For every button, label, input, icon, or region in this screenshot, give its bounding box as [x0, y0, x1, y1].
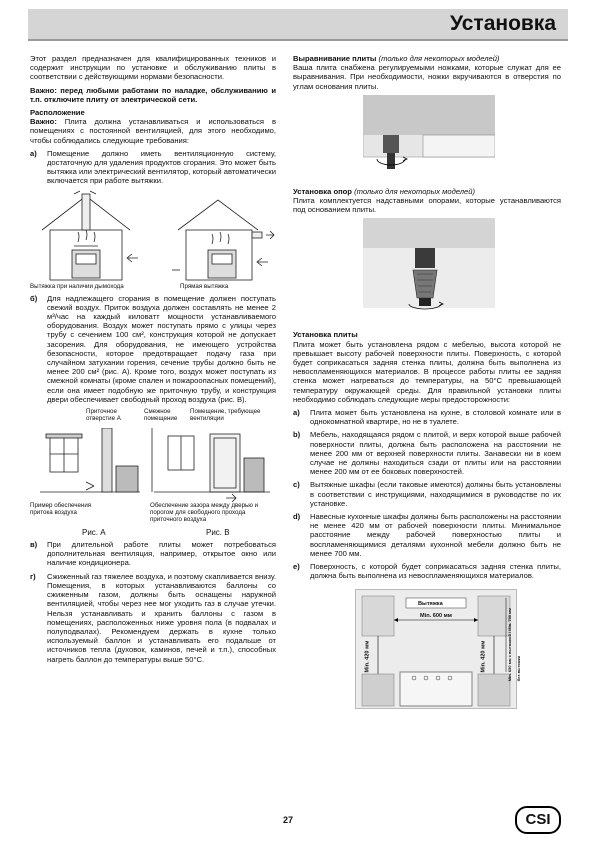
support-leg-illustration: [363, 218, 495, 318]
list-item-a: [293, 408, 561, 426]
label-min-600: Мin. 600 мм: [420, 612, 452, 619]
right-column: [293, 54, 561, 709]
list-text: При длительной работе плиты может потребоваться дополнительная вентиляция, например, открытое окно или наличие кондиционера.: [47, 540, 276, 568]
location-paragraph: [30, 117, 276, 145]
label-hood: Вытяжка: [418, 600, 443, 607]
list-marker: b): [293, 430, 301, 440]
list-text: Навесные кухонные шкафы должны быть расположены на расстоянии не менее 420 мм от рабочей поверхности плиты. Минимальное расстояние между рабочей поверхностью плиты и воспламеняющимися деталями кухонной мебели должно быть не менее 700 мм.: [310, 512, 561, 558]
label-door-gap: Обеспечение зазора между дверью и порогом для свободного прохода приточного воздуха: [150, 502, 259, 524]
list-item-c: [293, 480, 561, 508]
list-marker: а): [293, 408, 300, 418]
ventilation-illustration: [30, 190, 276, 282]
list-text: Мебель, находящаяся рядом с плитой, и верх которой выше рабочей поверхности плиты, должна быть расположена на расстоянии не менее 200 мм от верхней поверхности плиты. Занавески ни в коем случае не должны находиться сзади от плиты или на расстоянии менее 200 мм от ее боковых поверхностей.: [310, 430, 561, 477]
list-marker: d): [293, 512, 301, 522]
warning-paragraph: Важно: перед любыми работами по наладке, обслуживанию и т.п. отключите плиту от электрической сети.: [30, 85, 276, 104]
list-marker: c): [293, 480, 300, 490]
caption-fig-a: Рис. А: [82, 528, 106, 538]
page-number: 27: [283, 815, 294, 825]
list-text: Плита может быть установлена на кухне, в столовой комнате или в однокомнатной квартире, но не в туалете.: [310, 408, 561, 427]
leveling-paragraph: Ваша плита снабжена регулируемыми ножками, которые служат для ее выравнивания. При необходимости, ножки вкручиваются в отверстия по углам основания плиты.: [293, 63, 561, 91]
label-adjacent-room: Смежное помещение: [144, 408, 178, 423]
install-heading: Установка плиты: [293, 330, 358, 340]
important-label: Важно:: [30, 117, 57, 127]
page-header: [28, 9, 568, 41]
figure-caption-direct: Прямая вытяжка: [180, 282, 229, 290]
label-min-420-right: Мin. 420 мм: [480, 640, 487, 673]
figure-captions-row: [30, 528, 276, 540]
figure-caption-chimney: Вытяжка при наличии дымохода: [30, 282, 124, 290]
supports-paragraph: Плита комплектуется надставными опорами, которые устанавливаются под основанием плиты.: [293, 196, 561, 215]
leveling-title: Выравнивание плиты: [293, 54, 377, 63]
list-item-a: [30, 149, 276, 186]
ventilation-figure: [30, 190, 276, 294]
label-ventilated-room: Помещение, требующее вентиляции: [190, 408, 261, 423]
list-text: Помещение должно иметь вентиляционную систему, достаточную для удаления продуктов сгорания. Это может быть вытяжка или электрический вентилятор, который автоматически включается при работе вытяжки.: [47, 148, 276, 186]
label-min-420-left: Мin. 420 мм: [364, 640, 371, 673]
list-item-v: [30, 540, 276, 568]
list-item-g: [30, 572, 276, 664]
supports-note: (только для некоторых моделей): [354, 186, 475, 196]
list-marker: в): [30, 540, 38, 550]
list-item-d: [293, 512, 561, 558]
leveling-heading: [293, 54, 561, 63]
list-item-b: [293, 430, 561, 476]
location-heading: Расположение: [30, 108, 85, 118]
left-column: [30, 54, 276, 668]
list-text: Для надлежащего сгорания в помещение должен поступать свежий воздух. Приток воздуха должен составлять не менее 2 м³/час на каждый киловатт мощности устанавливаемого оборудования. Воздух может поступать прямо с улицы через трубу с сечением 100 см², конструкция которой не допускает засорения. Для оборудования, не имеющего устройства безопасности, которое предотвращает подачу газа при случайном затухании горения, сечение трубы должно быть не менее 200 см² (рис. А). Кроме того, воздух может поступать из смежной комнаты (кроме спален и пожароопасных помещений), если она имеет подобную же приточную трубу, и конструкция двери обеспечивает свободный проход воздуха (рис. В).: [47, 293, 276, 404]
page-title: Установка: [450, 12, 556, 35]
label-side-distance: Мin. 650 мм с вытяжкой / Мin. 750 мм без вытяжки: [506, 607, 521, 681]
leveling-foot-illustration: [363, 95, 495, 179]
brand-logo: CSI: [515, 806, 561, 834]
label-inlet: Приточное отверстие А: [86, 408, 121, 423]
list-marker: e): [293, 562, 300, 572]
list-item-b: [30, 294, 276, 404]
list-marker: а): [30, 148, 37, 158]
air-supply-figure: [30, 408, 276, 528]
list-item-e: [293, 562, 561, 580]
list-text: Сжиженный газ тяжелее воздуха, и поэтому скапливается внизу. Помещения, в которых устанавливаются баллоны со сжиженным газом, должны быть оснащены наружной вентиляцией, чтобы через нее мог уходить газ в случае утечки. Нельзя устанавливать и хранить баллоны с газом в помещениях, расположенных ниже уровня пола (в подвалах и полуподвалах). Рекомендуем держать в кухне только используемый баллон и устанавливать его подальше от источников тепла (духовок, каминов, печей и т.п.), способных нагреть баллон до температуры выше 50°С.: [47, 571, 276, 664]
supports-heading: [293, 187, 561, 196]
air-supply-illustration: [30, 428, 276, 502]
label-air-supply-example: Пример обеспечения притока воздуха: [30, 502, 92, 517]
install-paragraph: Плита может быть установлена рядом с мебелью, высота которой не превышает высоту рабочей поверхности плиты. Поверхность, с которой будет соприкасаться задняя стенка плиты, должна быть выполнена из невоспламеняющихся материалов. В процессе работы плиты ее задняя стенка может нагреваться до температуры, на 50°С превышающей температуру окружающей среды. Для правильной установки плиты необходимо соблюдать следующие меры предосторожности:: [293, 339, 561, 404]
clearance-diagram: [355, 589, 521, 709]
supports-title: Установка опор: [293, 186, 352, 196]
intro-paragraph: Этот раздел предназначен для квалифицированных техников и содержит инструкции по установке и обслуживанию плиты в соответствии с действующими нормами безопасности.: [30, 54, 276, 82]
list-text: Вытяжные шкафы (если таковые имеются) должны быть установлены в соответствии с инструкциями, находящимися в руководстве по их установке.: [310, 480, 561, 508]
list-marker: г): [30, 571, 36, 581]
caption-fig-b: Рис. В: [206, 528, 230, 538]
list-marker: б): [30, 293, 38, 303]
leveling-note: (только для некоторых моделей): [378, 54, 500, 63]
list-text: Поверхность, с которой будет соприкасаться задняя стенка плиты, должна быть выполнена из невоспламеняющихся материалов.: [310, 562, 561, 581]
important-text: Плита должна устанавливаться и использоваться в помещениях с постоянной вентиляцией, для этого необходимо, чтобы соблюдались следующие требования:: [30, 117, 276, 145]
